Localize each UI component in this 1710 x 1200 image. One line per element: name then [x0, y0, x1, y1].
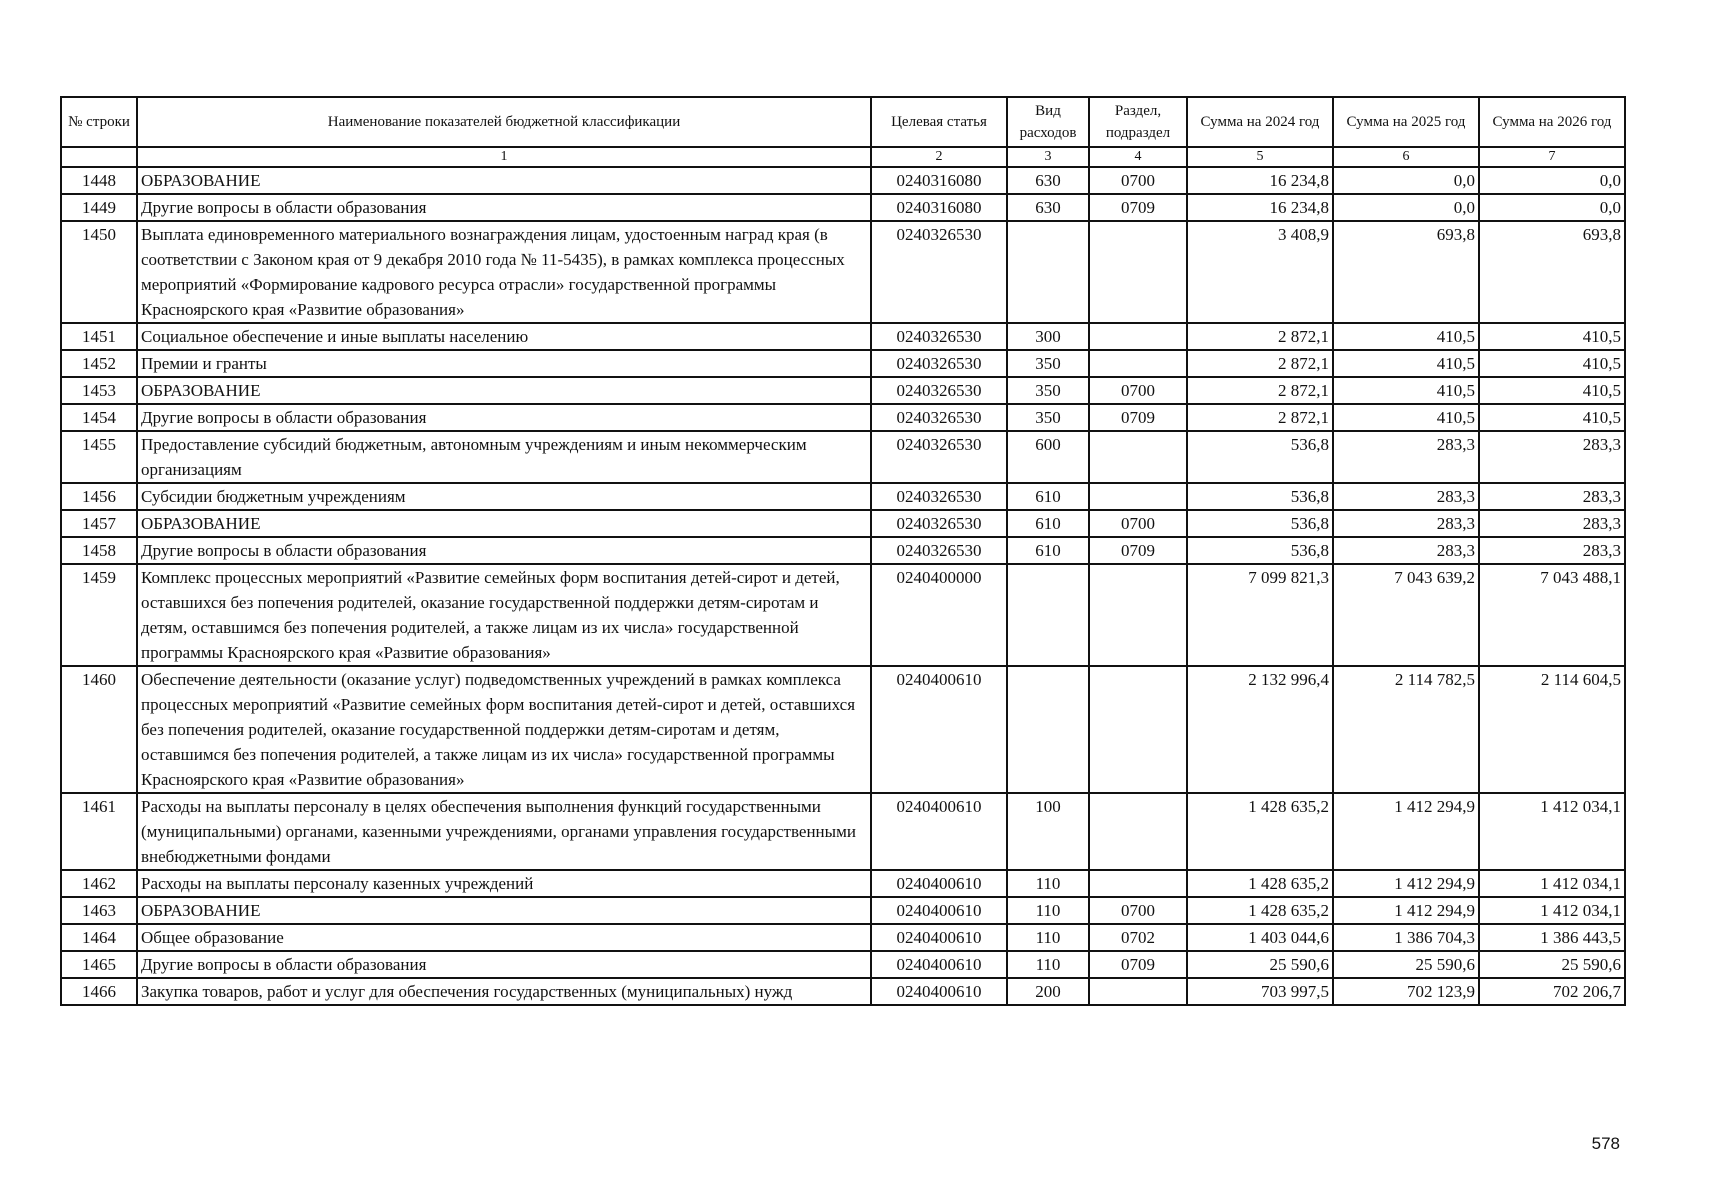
indicator-name-cell: ОБРАЗОВАНИЕ	[137, 377, 871, 404]
sum-2024-cell: 2 872,1	[1187, 377, 1333, 404]
table-row	[61, 350, 1625, 377]
column-number-empty	[61, 147, 137, 167]
table-row	[61, 431, 1625, 483]
table-row	[61, 793, 1625, 870]
section-cell: 0700	[1089, 167, 1187, 194]
expense-type-cell	[1007, 564, 1089, 666]
table-row	[61, 564, 1625, 666]
row-number-cell: 1448	[61, 167, 137, 194]
target-article-cell: 0240400610	[871, 924, 1007, 951]
sum-2024-cell: 1 428 635,2	[1187, 897, 1333, 924]
indicator-name-cell: Предоставление субсидий бюджетным, автономным учреждениям и иным некоммерческим организациям	[137, 431, 871, 483]
section-cell: 0709	[1089, 537, 1187, 564]
sum-2025-cell: 7 043 639,2	[1333, 564, 1479, 666]
sum-2024-cell: 2 872,1	[1187, 350, 1333, 377]
row-number-cell: 1453	[61, 377, 137, 404]
row-number-cell: 1454	[61, 404, 137, 431]
sum-2024-cell: 536,8	[1187, 483, 1333, 510]
target-article-cell: 0240400000	[871, 564, 1007, 666]
indicator-name-cell: Выплата единовременного материального вознаграждения лицам, удостоенным наград края (в соответствии с Законом края от 9 декабря 2010 года № 11-5435), в рамках комплекса процессных мероприятий «Формирование кадрового ресурса отрасли» государственной программы Красноярского края «Развитие образования»	[137, 221, 871, 323]
indicator-name-cell: Другие вопросы в области образования	[137, 537, 871, 564]
expense-type-cell: 300	[1007, 323, 1089, 350]
expense-type-cell: 110	[1007, 924, 1089, 951]
expense-type-cell: 610	[1007, 537, 1089, 564]
target-article-cell: 0240316080	[871, 194, 1007, 221]
indicator-name-cell: Другие вопросы в области образования	[137, 194, 871, 221]
sum-2024-cell: 2 872,1	[1187, 404, 1333, 431]
sum-2024-cell: 25 590,6	[1187, 951, 1333, 978]
section-cell	[1089, 978, 1187, 1005]
sum-2025-cell: 410,5	[1333, 350, 1479, 377]
header-row	[61, 97, 1625, 147]
row-number-cell: 1452	[61, 350, 137, 377]
table-row	[61, 194, 1625, 221]
target-article-cell: 0240326530	[871, 431, 1007, 483]
column-number: 4	[1089, 147, 1187, 167]
row-number-cell: 1463	[61, 897, 137, 924]
sum-2026-cell: 0,0	[1479, 194, 1625, 221]
table-row	[61, 483, 1625, 510]
target-article-cell: 0240400610	[871, 978, 1007, 1005]
indicator-name-cell: Обеспечение деятельности (оказание услуг) подведомственных учреждений в рамках комплекса процессных мероприятий «Развитие семейных форм воспитания детей-сирот и детей, оставшихся без попечения родителей, оказание государственной поддержки детям-сиротам и детям, оставшимся без попечения родителей, а также лицам из их числа» государственной программы Красноярского края «Развитие образования»	[137, 666, 871, 793]
sum-2024-cell: 7 099 821,3	[1187, 564, 1333, 666]
section-cell	[1089, 793, 1187, 870]
sum-2026-cell: 410,5	[1479, 377, 1625, 404]
sum-2025-cell: 0,0	[1333, 194, 1479, 221]
table-row	[61, 167, 1625, 194]
sum-2024-cell: 536,8	[1187, 510, 1333, 537]
table-row	[61, 404, 1625, 431]
sum-2024-cell: 536,8	[1187, 537, 1333, 564]
indicator-name-cell: Другие вопросы в области образования	[137, 951, 871, 978]
sum-2024-cell: 2 132 996,4	[1187, 666, 1333, 793]
column-number-row	[61, 147, 1625, 167]
page-number: 578	[1591, 1134, 1620, 1153]
column-number: 1	[137, 147, 871, 167]
expense-type-cell: 610	[1007, 483, 1089, 510]
indicator-name-cell: Комплекс процессных мероприятий «Развитие семейных форм воспитания детей-сирот и детей, оставшихся без попечения родителей, оказание государственной поддержки детям-сиротам и детям, оставшимся без попечения родителей, а также лицам из их числа» государственной программы Красноярского края «Развитие образования»	[137, 564, 871, 666]
sum-2025-cell: 693,8	[1333, 221, 1479, 323]
sum-2025-cell: 0,0	[1333, 167, 1479, 194]
indicator-name-cell: ОБРАЗОВАНИЕ	[137, 897, 871, 924]
sum-2026-cell: 1 386 443,5	[1479, 924, 1625, 951]
sum-2025-cell: 283,3	[1333, 510, 1479, 537]
target-article-cell: 0240400610	[871, 666, 1007, 793]
sum-2026-cell: 0,0	[1479, 167, 1625, 194]
section-cell	[1089, 666, 1187, 793]
section-cell: 0709	[1089, 404, 1187, 431]
sum-2024-cell: 1 428 635,2	[1187, 870, 1333, 897]
target-article-cell: 0240326530	[871, 221, 1007, 323]
expense-type-cell: 610	[1007, 510, 1089, 537]
section-cell	[1089, 870, 1187, 897]
section-cell	[1089, 221, 1187, 323]
table-row	[61, 323, 1625, 350]
budget-table	[60, 96, 1626, 1006]
expense-type-cell	[1007, 666, 1089, 793]
indicator-name-cell: Другие вопросы в области образования	[137, 404, 871, 431]
sum-2026-cell: 7 043 488,1	[1479, 564, 1625, 666]
sum-2026-cell: 283,3	[1479, 537, 1625, 564]
sum-2025-cell: 25 590,6	[1333, 951, 1479, 978]
section-cell	[1089, 483, 1187, 510]
section-cell: 0709	[1089, 194, 1187, 221]
column-number: 6	[1333, 147, 1479, 167]
row-number-cell: 1465	[61, 951, 137, 978]
target-article-cell: 0240326530	[871, 510, 1007, 537]
column-number: 5	[1187, 147, 1333, 167]
row-number-cell: 1451	[61, 323, 137, 350]
row-number-cell: 1457	[61, 510, 137, 537]
table-row	[61, 870, 1625, 897]
indicator-name-cell: Закупка товаров, работ и услуг для обеспечения государственных (муниципальных) нужд	[137, 978, 871, 1005]
sum-2025-cell: 283,3	[1333, 431, 1479, 483]
indicator-name-cell: Расходы на выплаты персоналу в целях обеспечения выполнения функций государственными (муниципальными) органами, казенными учреждениями, органами управления государственными внебюджетными фондами	[137, 793, 871, 870]
target-article-cell: 0240400610	[871, 870, 1007, 897]
sum-2026-cell: 702 206,7	[1479, 978, 1625, 1005]
sum-2026-cell: 693,8	[1479, 221, 1625, 323]
sum-2024-cell: 536,8	[1187, 431, 1333, 483]
sum-2025-cell: 410,5	[1333, 323, 1479, 350]
indicator-name-cell: Премии и гранты	[137, 350, 871, 377]
expense-type-cell: 630	[1007, 194, 1089, 221]
row-number-cell: 1450	[61, 221, 137, 323]
target-article-cell: 0240316080	[871, 167, 1007, 194]
target-article-cell: 0240326530	[871, 537, 1007, 564]
target-article-cell: 0240326530	[871, 483, 1007, 510]
section-cell	[1089, 564, 1187, 666]
expense-type-cell: 200	[1007, 978, 1089, 1005]
section-cell: 0702	[1089, 924, 1187, 951]
header-sum-2026: Сумма на 2026 год	[1479, 97, 1625, 147]
sum-2026-cell: 283,3	[1479, 483, 1625, 510]
table-row	[61, 510, 1625, 537]
column-number: 7	[1479, 147, 1625, 167]
column-number: 3	[1007, 147, 1089, 167]
header-name: Наименование показателей бюджетной классификации	[137, 97, 871, 147]
sum-2024-cell: 703 997,5	[1187, 978, 1333, 1005]
column-number: 2	[871, 147, 1007, 167]
sum-2025-cell: 410,5	[1333, 377, 1479, 404]
target-article-cell: 0240400610	[871, 951, 1007, 978]
row-number-cell: 1459	[61, 564, 137, 666]
sum-2026-cell: 283,3	[1479, 510, 1625, 537]
sum-2025-cell: 1 412 294,9	[1333, 793, 1479, 870]
sum-2024-cell: 3 408,9	[1187, 221, 1333, 323]
table-body	[61, 167, 1625, 1005]
target-article-cell: 0240326530	[871, 323, 1007, 350]
expense-type-cell: 350	[1007, 350, 1089, 377]
expense-type-cell: 600	[1007, 431, 1089, 483]
sum-2024-cell: 16 234,8	[1187, 194, 1333, 221]
row-number-cell: 1464	[61, 924, 137, 951]
target-article-cell: 0240326530	[871, 377, 1007, 404]
target-article-cell: 0240400610	[871, 793, 1007, 870]
section-cell: 0709	[1089, 951, 1187, 978]
indicator-name-cell: Расходы на выплаты персоналу казенных учреждений	[137, 870, 871, 897]
sum-2026-cell: 410,5	[1479, 350, 1625, 377]
header-target-article: Целевая статья	[871, 97, 1007, 147]
table-row	[61, 377, 1625, 404]
sum-2026-cell: 1 412 034,1	[1479, 870, 1625, 897]
section-cell: 0700	[1089, 897, 1187, 924]
expense-type-cell: 100	[1007, 793, 1089, 870]
sum-2025-cell: 1 412 294,9	[1333, 897, 1479, 924]
indicator-name-cell: Субсидии бюджетным учреждениям	[137, 483, 871, 510]
section-cell	[1089, 323, 1187, 350]
section-cell	[1089, 431, 1187, 483]
sum-2024-cell: 16 234,8	[1187, 167, 1333, 194]
sum-2026-cell: 410,5	[1479, 404, 1625, 431]
indicator-name-cell: ОБРАЗОВАНИЕ	[137, 510, 871, 537]
sum-2026-cell: 25 590,6	[1479, 951, 1625, 978]
header-sum-2025: Сумма на 2025 год	[1333, 97, 1479, 147]
table-row	[61, 666, 1625, 793]
sum-2025-cell: 283,3	[1333, 537, 1479, 564]
row-number-cell: 1461	[61, 793, 137, 870]
table-row	[61, 924, 1625, 951]
table-row	[61, 978, 1625, 1005]
table-row	[61, 537, 1625, 564]
sum-2026-cell: 410,5	[1479, 323, 1625, 350]
row-number-cell: 1455	[61, 431, 137, 483]
header-row-number: № строки	[61, 97, 137, 147]
sum-2026-cell: 2 114 604,5	[1479, 666, 1625, 793]
expense-type-cell: 110	[1007, 870, 1089, 897]
row-number-cell: 1466	[61, 978, 137, 1005]
expense-type-cell: 350	[1007, 404, 1089, 431]
target-article-cell: 0240326530	[871, 350, 1007, 377]
sum-2025-cell: 410,5	[1333, 404, 1479, 431]
table-row	[61, 951, 1625, 978]
sum-2024-cell: 1 403 044,6	[1187, 924, 1333, 951]
row-number-cell: 1449	[61, 194, 137, 221]
sum-2025-cell: 1 412 294,9	[1333, 870, 1479, 897]
row-number-cell: 1462	[61, 870, 137, 897]
sum-2024-cell: 1 428 635,2	[1187, 793, 1333, 870]
sum-2025-cell: 1 386 704,3	[1333, 924, 1479, 951]
header-sum-2024: Сумма на 2024 год	[1187, 97, 1333, 147]
row-number-cell: 1458	[61, 537, 137, 564]
expense-type-cell: 110	[1007, 897, 1089, 924]
expense-type-cell: 350	[1007, 377, 1089, 404]
sum-2025-cell: 702 123,9	[1333, 978, 1479, 1005]
row-number-cell: 1456	[61, 483, 137, 510]
sum-2024-cell: 2 872,1	[1187, 323, 1333, 350]
table-row	[61, 897, 1625, 924]
indicator-name-cell: Социальное обеспечение и иные выплаты населению	[137, 323, 871, 350]
section-cell	[1089, 350, 1187, 377]
section-cell: 0700	[1089, 510, 1187, 537]
table-row	[61, 221, 1625, 323]
sum-2025-cell: 283,3	[1333, 483, 1479, 510]
header-expense-type: Вид расходов	[1007, 97, 1089, 147]
target-article-cell: 0240400610	[871, 897, 1007, 924]
row-number-cell: 1460	[61, 666, 137, 793]
indicator-name-cell: ОБРАЗОВАНИЕ	[137, 167, 871, 194]
expense-type-cell: 630	[1007, 167, 1089, 194]
sum-2025-cell: 2 114 782,5	[1333, 666, 1479, 793]
sum-2026-cell: 1 412 034,1	[1479, 793, 1625, 870]
indicator-name-cell: Общее образование	[137, 924, 871, 951]
target-article-cell: 0240326530	[871, 404, 1007, 431]
expense-type-cell: 110	[1007, 951, 1089, 978]
header-section: Раздел, подраздел	[1089, 97, 1187, 147]
expense-type-cell	[1007, 221, 1089, 323]
sum-2026-cell: 1 412 034,1	[1479, 897, 1625, 924]
section-cell: 0700	[1089, 377, 1187, 404]
sum-2026-cell: 283,3	[1479, 431, 1625, 483]
